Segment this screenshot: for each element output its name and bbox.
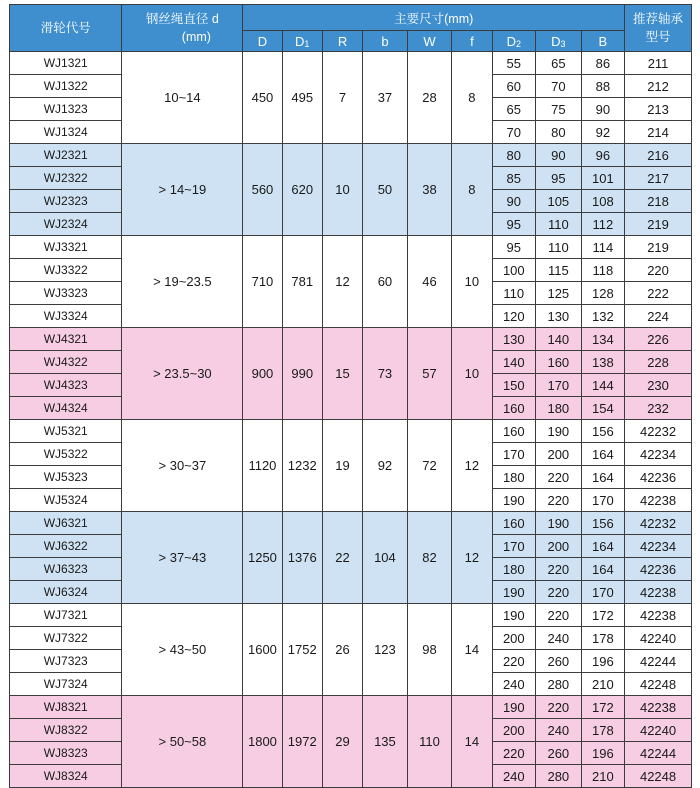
cell-d2: 90	[492, 190, 535, 213]
cell-d3: 180	[536, 397, 582, 420]
cell-bearing: 42238	[625, 581, 692, 604]
cell-f: 14	[452, 696, 492, 788]
cell-w: 82	[407, 512, 452, 604]
cell-b: 118	[581, 259, 624, 282]
cell-d3: 75	[536, 98, 582, 121]
cell-d1: 620	[282, 144, 322, 236]
cell-bearing: 42248	[625, 673, 692, 696]
pulley-spec-table	[9, 4, 692, 788]
cell-b: 135	[363, 696, 408, 788]
cell-b: 50	[363, 144, 408, 236]
cell-bearing: 42238	[625, 696, 692, 719]
cell-code: WJ2324	[10, 213, 122, 236]
cell-code: WJ1323	[10, 98, 122, 121]
cell-code: WJ2323	[10, 190, 122, 213]
cell-code: WJ4321	[10, 328, 122, 351]
cell-b: 170	[581, 489, 624, 512]
cell-d2: 180	[492, 466, 535, 489]
cell-d: 1120	[243, 420, 282, 512]
table-row	[10, 328, 692, 351]
cell-r: 22	[322, 512, 362, 604]
cell-bearing: 212	[625, 75, 692, 98]
cell-code: WJ5321	[10, 420, 122, 443]
cell-code: WJ3324	[10, 305, 122, 328]
cell-code: WJ8324	[10, 765, 122, 788]
cell-d3: 190	[536, 512, 582, 535]
header-col-d3: $D_3$	[536, 31, 582, 52]
cell-d3: 220	[536, 558, 582, 581]
header-rope-line2: (mm)	[181, 30, 211, 44]
cell-b: 156	[581, 420, 624, 443]
cell-bearing: 214	[625, 121, 692, 144]
cell-w: 38	[407, 144, 452, 236]
cell-d: 900	[243, 328, 282, 420]
cell-b: 178	[581, 627, 624, 650]
cell-code: WJ6323	[10, 558, 122, 581]
cell-d2: 80	[492, 144, 535, 167]
cell-d3: 200	[536, 535, 582, 558]
cell-w: 57	[407, 328, 452, 420]
cell-d2: 190	[492, 489, 535, 512]
cell-code: WJ6324	[10, 581, 122, 604]
cell-d1: 1972	[282, 696, 322, 788]
header-col-d2: $D_2$	[492, 31, 535, 52]
cell-b: 132	[581, 305, 624, 328]
header-col-r: R	[322, 31, 362, 52]
cell-d1: 990	[282, 328, 322, 420]
cell-bearing: 42238	[625, 489, 692, 512]
cell-d: 1250	[243, 512, 282, 604]
cell-b: 210	[581, 673, 624, 696]
cell-rope-diameter: 10~14	[122, 52, 243, 144]
cell-bearing: 213	[625, 98, 692, 121]
cell-bearing: 226	[625, 328, 692, 351]
cell-d3: 260	[536, 742, 582, 765]
cell-code: WJ1322	[10, 75, 122, 98]
cell-d3: 90	[536, 144, 582, 167]
cell-code: WJ5324	[10, 489, 122, 512]
header-col-w: W	[407, 31, 452, 52]
cell-code: WJ7324	[10, 673, 122, 696]
cell-d3: 80	[536, 121, 582, 144]
cell-w: 72	[407, 420, 452, 512]
cell-d: 710	[243, 236, 282, 328]
cell-d3: 190	[536, 420, 582, 443]
cell-bearing: 220	[625, 259, 692, 282]
cell-b: 138	[581, 351, 624, 374]
cell-code: WJ1321	[10, 52, 122, 75]
cell-f: 8	[452, 144, 492, 236]
cell-d3: 115	[536, 259, 582, 282]
cell-b: 210	[581, 765, 624, 788]
cell-d1: 1232	[282, 420, 322, 512]
cell-d2: 60	[492, 75, 535, 98]
cell-d2: 120	[492, 305, 535, 328]
cell-code: WJ3322	[10, 259, 122, 282]
cell-d2: 170	[492, 443, 535, 466]
cell-bearing: 42234	[625, 535, 692, 558]
cell-bearing: 216	[625, 144, 692, 167]
cell-w: 98	[407, 604, 452, 696]
cell-b: 37	[363, 52, 408, 144]
cell-d2: 95	[492, 213, 535, 236]
cell-bearing: 217	[625, 167, 692, 190]
cell-code: WJ8322	[10, 719, 122, 742]
cell-f: 14	[452, 604, 492, 696]
cell-bearing: 219	[625, 236, 692, 259]
cell-b: 134	[581, 328, 624, 351]
cell-bearing: 232	[625, 397, 692, 420]
cell-bearing: 42244	[625, 650, 692, 673]
header-bearing-line1: 推荐轴承	[633, 12, 684, 26]
table-row	[10, 52, 692, 75]
cell-rope-diameter: > 43~50	[122, 604, 243, 696]
cell-b: 172	[581, 604, 624, 627]
cell-f: 12	[452, 420, 492, 512]
cell-d3: 95	[536, 167, 582, 190]
cell-d2: 110	[492, 282, 535, 305]
table-row	[10, 144, 692, 167]
cell-bearing: 42236	[625, 466, 692, 489]
cell-d3: 200	[536, 443, 582, 466]
cell-b: 128	[581, 282, 624, 305]
cell-bearing: 42248	[625, 765, 692, 788]
cell-bearing: 230	[625, 374, 692, 397]
cell-r: 26	[322, 604, 362, 696]
cell-d3: 70	[536, 75, 582, 98]
cell-w: 46	[407, 236, 452, 328]
cell-d2: 220	[492, 650, 535, 673]
cell-rope-diameter: > 30~37	[122, 420, 243, 512]
cell-d2: 150	[492, 374, 535, 397]
cell-code: WJ1324	[10, 121, 122, 144]
cell-b: 88	[581, 75, 624, 98]
cell-code: WJ2322	[10, 167, 122, 190]
cell-d2: 200	[492, 627, 535, 650]
cell-d2: 160	[492, 420, 535, 443]
header-code: 滑轮代号	[10, 5, 122, 52]
cell-d2: 95	[492, 236, 535, 259]
cell-d3: 220	[536, 489, 582, 512]
cell-f: 12	[452, 512, 492, 604]
cell-code: WJ4324	[10, 397, 122, 420]
cell-d1: 1376	[282, 512, 322, 604]
cell-d3: 280	[536, 765, 582, 788]
table-row	[10, 696, 692, 719]
cell-b: 164	[581, 443, 624, 466]
cell-bearing: 42232	[625, 512, 692, 535]
cell-b: 164	[581, 558, 624, 581]
cell-d1: 1752	[282, 604, 322, 696]
table-row	[10, 236, 692, 259]
cell-w: 28	[407, 52, 452, 144]
cell-d3: 65	[536, 52, 582, 75]
header-col-d1: $D_1$	[282, 31, 322, 52]
cell-bearing: 42232	[625, 420, 692, 443]
cell-code: WJ6322	[10, 535, 122, 558]
cell-r: 15	[322, 328, 362, 420]
cell-b: 60	[363, 236, 408, 328]
cell-bearing: 224	[625, 305, 692, 328]
cell-d2: 65	[492, 98, 535, 121]
cell-rope-diameter: > 50~58	[122, 696, 243, 788]
cell-b: 73	[363, 328, 408, 420]
cell-d3: 105	[536, 190, 582, 213]
cell-d3: 240	[536, 627, 582, 650]
header-bearing	[625, 5, 692, 52]
table-row	[10, 512, 692, 535]
cell-d2: 190	[492, 604, 535, 627]
cell-r: 7	[322, 52, 362, 144]
cell-d2: 180	[492, 558, 535, 581]
cell-code: WJ7321	[10, 604, 122, 627]
cell-d3: 125	[536, 282, 582, 305]
cell-d2: 140	[492, 351, 535, 374]
cell-d3: 110	[536, 236, 582, 259]
cell-code: WJ5322	[10, 443, 122, 466]
cell-bearing: 228	[625, 351, 692, 374]
cell-d3: 220	[536, 604, 582, 627]
cell-code: WJ3323	[10, 282, 122, 305]
cell-d3: 220	[536, 466, 582, 489]
cell-code: WJ3321	[10, 236, 122, 259]
cell-b: 104	[363, 512, 408, 604]
cell-d3: 220	[536, 581, 582, 604]
header-col-b: b	[363, 31, 408, 52]
cell-d2: 240	[492, 765, 535, 788]
cell-bearing: 42244	[625, 742, 692, 765]
cell-d3: 260	[536, 650, 582, 673]
cell-d3: 160	[536, 351, 582, 374]
header-col-f: f	[452, 31, 492, 52]
cell-bearing: 42238	[625, 604, 692, 627]
header-col-b: B	[581, 31, 624, 52]
cell-b: 164	[581, 466, 624, 489]
cell-bearing: 42236	[625, 558, 692, 581]
cell-f: 8	[452, 52, 492, 144]
cell-d: 560	[243, 144, 282, 236]
cell-rope-diameter: > 37~43	[122, 512, 243, 604]
cell-code: WJ7322	[10, 627, 122, 650]
cell-d2: 190	[492, 581, 535, 604]
cell-b: 96	[581, 144, 624, 167]
cell-d3: 170	[536, 374, 582, 397]
cell-r: 19	[322, 420, 362, 512]
cell-d2: 160	[492, 397, 535, 420]
cell-b: 86	[581, 52, 624, 75]
cell-rope-diameter: > 23.5~30	[122, 328, 243, 420]
cell-code: WJ4322	[10, 351, 122, 374]
cell-b: 196	[581, 742, 624, 765]
cell-rope-diameter: > 14~19	[122, 144, 243, 236]
cell-d3: 140	[536, 328, 582, 351]
cell-code: WJ8323	[10, 742, 122, 765]
table-header	[10, 5, 692, 52]
cell-bearing: 218	[625, 190, 692, 213]
cell-b: 90	[581, 98, 624, 121]
cell-d2: 240	[492, 673, 535, 696]
table-row	[10, 604, 692, 627]
cell-b: 170	[581, 581, 624, 604]
cell-b: 164	[581, 535, 624, 558]
cell-d2: 200	[492, 719, 535, 742]
cell-code: WJ7323	[10, 650, 122, 673]
cell-d3: 130	[536, 305, 582, 328]
cell-code: WJ6321	[10, 512, 122, 535]
cell-b: 114	[581, 236, 624, 259]
cell-b: 123	[363, 604, 408, 696]
cell-f: 10	[452, 328, 492, 420]
cell-b: 92	[581, 121, 624, 144]
cell-d3: 280	[536, 673, 582, 696]
cell-d2: 130	[492, 328, 535, 351]
cell-code: WJ2321	[10, 144, 122, 167]
cell-d2: 170	[492, 535, 535, 558]
cell-r: 10	[322, 144, 362, 236]
header-col-d: D	[243, 31, 282, 52]
cell-b: 101	[581, 167, 624, 190]
cell-b: 172	[581, 696, 624, 719]
cell-b: 108	[581, 190, 624, 213]
cell-d: 450	[243, 52, 282, 144]
cell-d1: 781	[282, 236, 322, 328]
cell-d2: 190	[492, 696, 535, 719]
cell-b: 92	[363, 420, 408, 512]
cell-rope-diameter: > 19~23.5	[122, 236, 243, 328]
cell-bearing: 219	[625, 213, 692, 236]
cell-d3: 240	[536, 719, 582, 742]
cell-bearing: 42240	[625, 719, 692, 742]
cell-b: 156	[581, 512, 624, 535]
cell-d2: 220	[492, 742, 535, 765]
cell-d: 1800	[243, 696, 282, 788]
cell-code: WJ5323	[10, 466, 122, 489]
header-bearing-line2: 型号	[645, 30, 671, 44]
cell-r: 29	[322, 696, 362, 788]
cell-bearing: 42234	[625, 443, 692, 466]
cell-w: 110	[407, 696, 452, 788]
cell-f: 10	[452, 236, 492, 328]
cell-d1: 495	[282, 52, 322, 144]
header-main-dimensions: 主要尺寸(mm)	[243, 5, 625, 31]
cell-bearing: 42240	[625, 627, 692, 650]
cell-d3: 110	[536, 213, 582, 236]
cell-b: 196	[581, 650, 624, 673]
header-rope-diameter	[122, 5, 243, 52]
cell-code: WJ4323	[10, 374, 122, 397]
cell-b: 154	[581, 397, 624, 420]
cell-d2: 100	[492, 259, 535, 282]
cell-bearing: 222	[625, 282, 692, 305]
cell-bearing: 211	[625, 52, 692, 75]
cell-b: 178	[581, 719, 624, 742]
cell-b: 112	[581, 213, 624, 236]
cell-d3: 220	[536, 696, 582, 719]
cell-d2: 70	[492, 121, 535, 144]
cell-r: 12	[322, 236, 362, 328]
cell-d2: 55	[492, 52, 535, 75]
header-rope-line1: 钢丝绳直径 d	[145, 12, 219, 26]
cell-code: WJ8321	[10, 696, 122, 719]
cell-d: 1600	[243, 604, 282, 696]
cell-d2: 160	[492, 512, 535, 535]
cell-d2: 85	[492, 167, 535, 190]
cell-b: 144	[581, 374, 624, 397]
table-body	[10, 52, 692, 788]
table-row	[10, 420, 692, 443]
